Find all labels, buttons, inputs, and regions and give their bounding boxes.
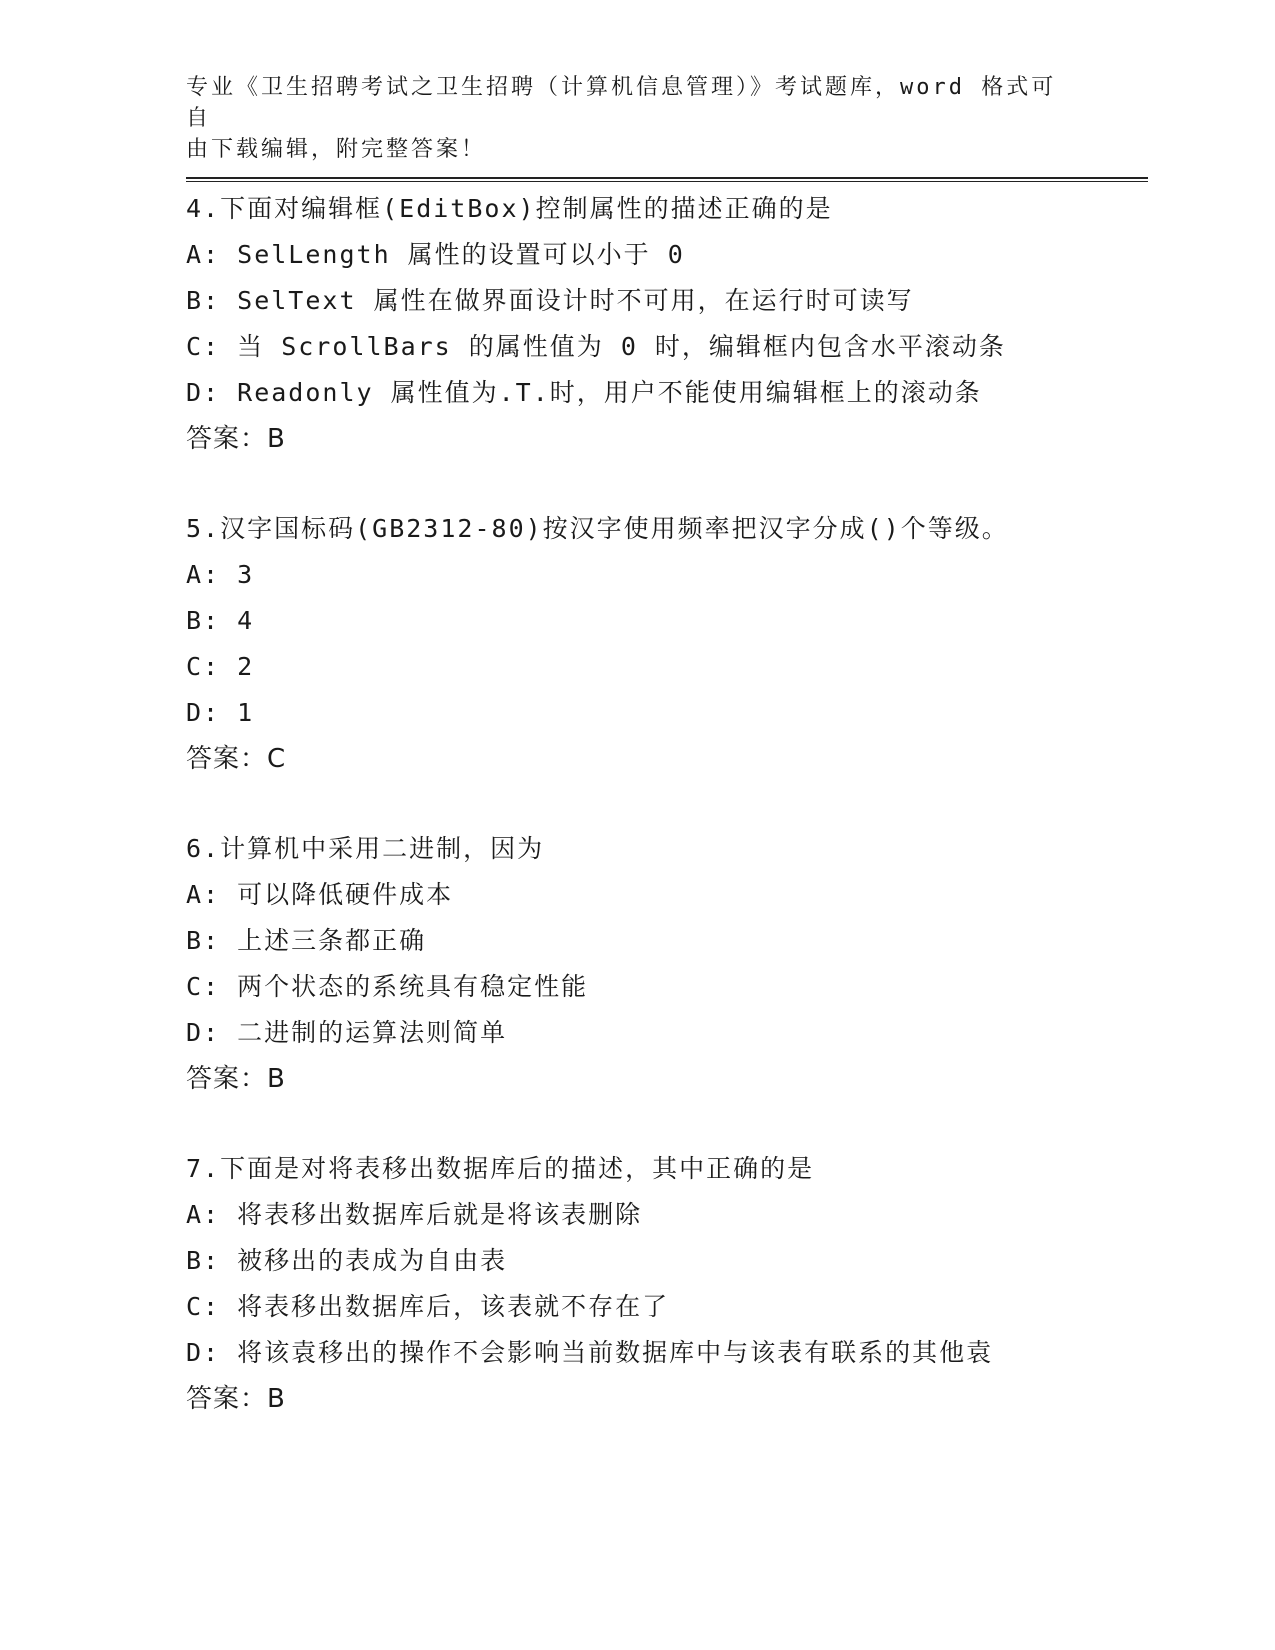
option-a: A: 3 <box>186 560 255 589</box>
question-stem: 6.计算机中采用二进制，因为 <box>186 834 545 863</box>
option-a: A: 可以降低硬件成本 <box>186 880 454 909</box>
question-stem: 5.汉字国标码(GB2312-80)按汉字使用频率把汉字分成()个等级。 <box>186 514 1009 543</box>
header-rule-thin <box>186 181 1148 182</box>
document-header <box>186 72 1066 165</box>
header-rule-thick <box>186 177 1148 179</box>
question-5 <box>186 506 1166 782</box>
option-b: B: 被移出的表成为自由表 <box>186 1246 508 1275</box>
header-line-2: 由下载编辑，附完整答案！ <box>186 137 487 162</box>
header-line-1: 专业《卫生招聘考试之卫生招聘（计算机信息管理）》考试题库，word 格式可自 <box>186 75 1057 131</box>
option-b: B: 4 <box>186 606 255 635</box>
option-b: B: 上述三条都正确 <box>186 926 427 955</box>
question-stem: 4.下面对编辑框(EditBox)控制属性的描述正确的是 <box>186 194 833 223</box>
option-c: C: 两个状态的系统具有稳定性能 <box>186 972 589 1001</box>
option-d: D: 二进制的运算法则简单 <box>186 1018 508 1047</box>
question-4 <box>186 186 1166 462</box>
question-7 <box>186 1146 1166 1422</box>
option-d: D: Readonly 属性值为.T.时，用户不能使用编辑框上的滚动条 <box>186 378 982 407</box>
spacer <box>186 462 1166 506</box>
option-d: D: 1 <box>186 698 255 727</box>
answer: 答案：B <box>186 424 286 454</box>
answer: 答案：B <box>186 1384 286 1414</box>
option-a: A: SelLength 属性的设置可以小于 0 <box>186 240 685 269</box>
spacer <box>186 1102 1166 1146</box>
option-b: B: SelText 属性在做界面设计时不可用，在运行时可读写 <box>186 286 914 315</box>
option-a: A: 将表移出数据库后就是将该表删除 <box>186 1200 643 1229</box>
question-list <box>186 186 1166 1422</box>
answer: 答案：B <box>186 1064 286 1094</box>
question-stem: 7.下面是对将表移出数据库后的描述，其中正确的是 <box>186 1154 815 1183</box>
option-c: C: 将表移出数据库后，该表就不存在了 <box>186 1292 670 1321</box>
spacer <box>186 782 1166 826</box>
option-c: C: 当 ScrollBars 的属性值为 0 时，编辑框内包含水平滚动条 <box>186 332 1006 361</box>
question-6 <box>186 826 1166 1102</box>
answer: 答案：C <box>186 744 287 774</box>
option-c: C: 2 <box>186 652 255 681</box>
option-d: D: 将该袁移出的操作不会影响当前数据库中与该表有联系的其他袁 <box>186 1338 994 1367</box>
